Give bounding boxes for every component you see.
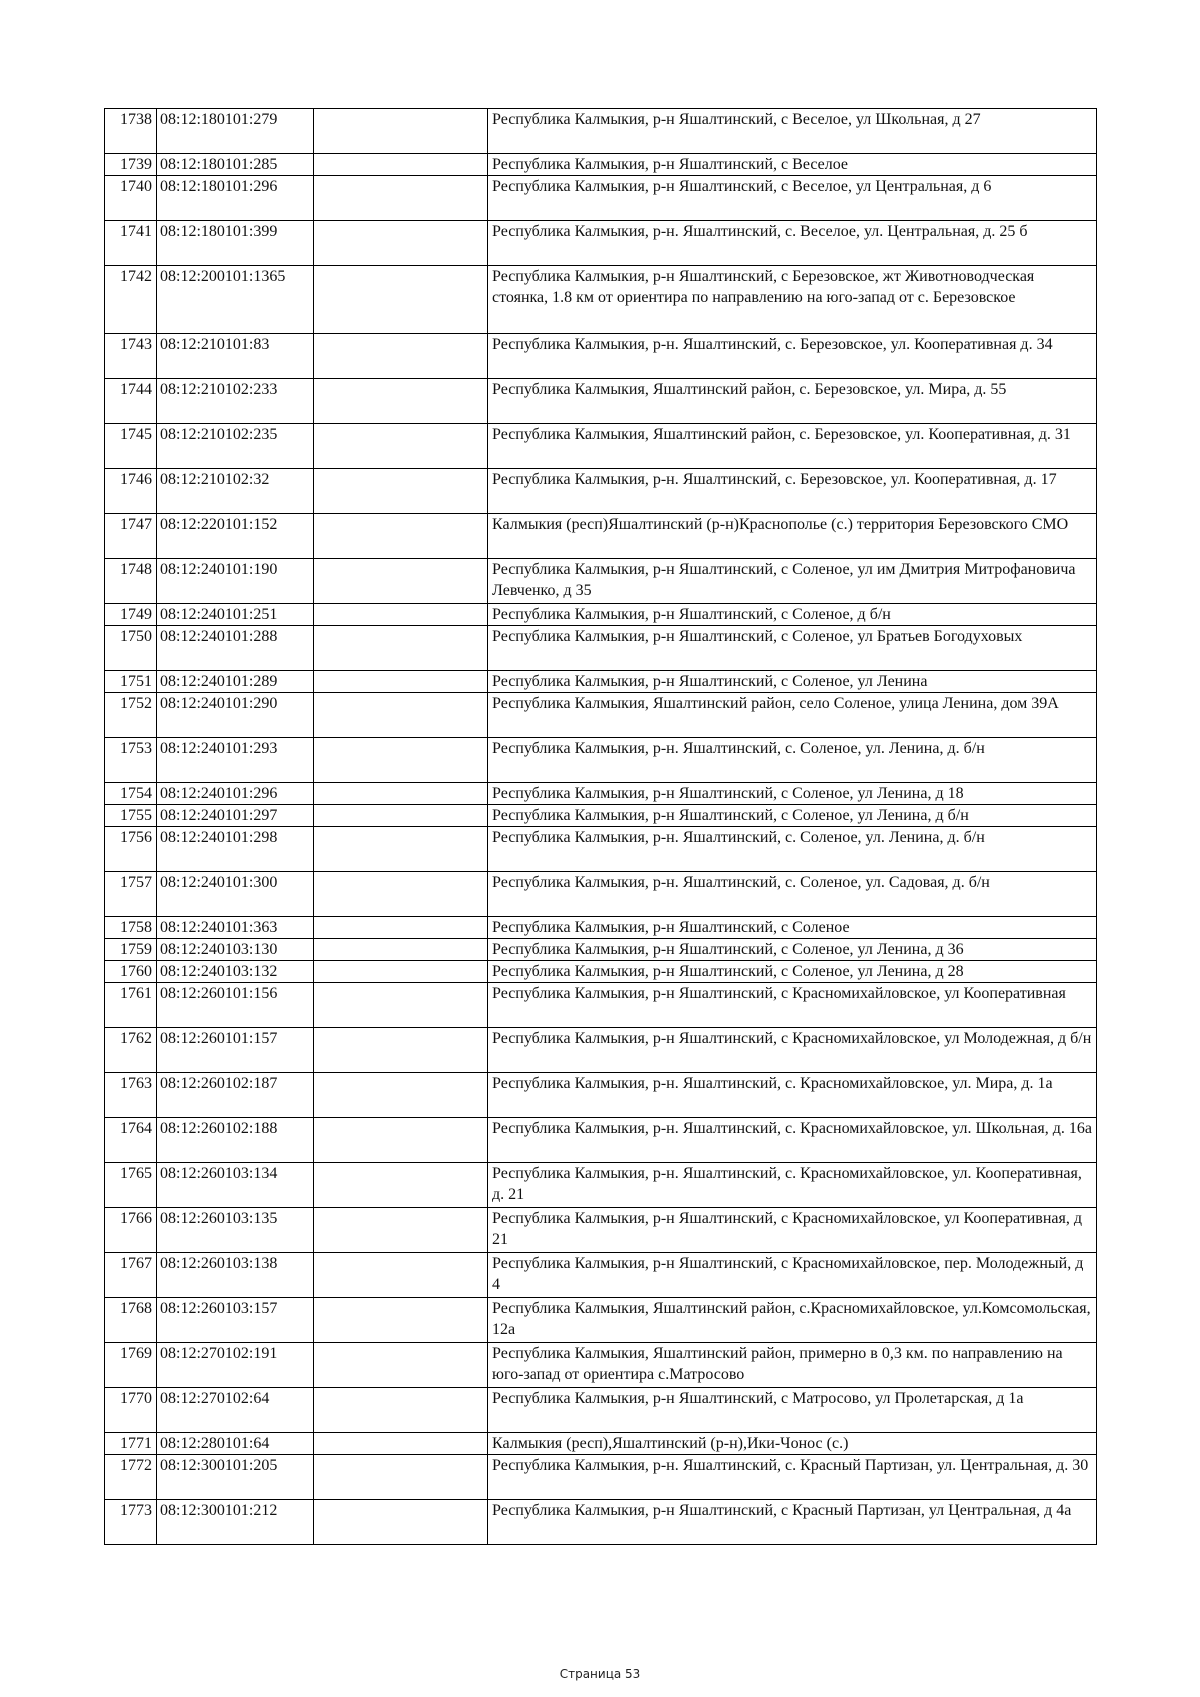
row-number: 1742 bbox=[105, 266, 157, 334]
row-number: 1745 bbox=[105, 424, 157, 469]
table-row bbox=[105, 983, 1097, 1028]
row-number: 1744 bbox=[105, 379, 157, 424]
table-row bbox=[105, 1298, 1097, 1343]
address: Республика Калмыкия, р-н. Яшалтинский, с. Красномихайловское, ул. Кооперативная, д. 21 bbox=[488, 1163, 1097, 1208]
cadastral-number: 08:12:300101:205 bbox=[157, 1455, 314, 1500]
cadastral-number: 08:12:180101:279 bbox=[157, 109, 314, 154]
table-row bbox=[105, 334, 1097, 379]
empty-cell bbox=[314, 626, 488, 671]
empty-cell bbox=[314, 961, 488, 983]
empty-cell bbox=[314, 738, 488, 783]
cadastral-number: 08:12:270102:191 bbox=[157, 1343, 314, 1388]
address: Республика Калмыкия, р-н Яшалтинский, с Красномихайловское, ул Кооперативная, д 21 bbox=[488, 1208, 1097, 1253]
empty-cell bbox=[314, 379, 488, 424]
empty-cell bbox=[314, 983, 488, 1028]
row-number: 1743 bbox=[105, 334, 157, 379]
table-row bbox=[105, 154, 1097, 176]
cadastral-number: 08:12:180101:399 bbox=[157, 221, 314, 266]
address: Республика Калмыкия, р-н. Яшалтинский, с. Соленое, ул. Ленина, д. б/н bbox=[488, 827, 1097, 872]
empty-cell bbox=[314, 1028, 488, 1073]
cadastral-number: 08:12:260103:138 bbox=[157, 1253, 314, 1298]
address: Республика Калмыкия, р-н Яшалтинский, с Соленое, ул Братьев Богодуховых bbox=[488, 626, 1097, 671]
address: Республика Калмыкия, р-н Яшалтинский, с Березовское, жт Животноводческая стоянка, 1.8 км от ориентира по направлению на юго-запад от с. Березовское bbox=[488, 266, 1097, 334]
row-number: 1738 bbox=[105, 109, 157, 154]
table-row bbox=[105, 1028, 1097, 1073]
table-row bbox=[105, 961, 1097, 983]
empty-cell bbox=[314, 1388, 488, 1433]
empty-cell bbox=[314, 176, 488, 221]
row-number: 1764 bbox=[105, 1118, 157, 1163]
row-number: 1758 bbox=[105, 917, 157, 939]
register-table bbox=[104, 108, 1097, 1545]
empty-cell bbox=[314, 1433, 488, 1455]
empty-cell bbox=[314, 559, 488, 604]
cadastral-number: 08:12:180101:296 bbox=[157, 176, 314, 221]
empty-cell bbox=[314, 469, 488, 514]
empty-cell bbox=[314, 939, 488, 961]
table-row bbox=[105, 1343, 1097, 1388]
row-number: 1741 bbox=[105, 221, 157, 266]
table-row bbox=[105, 266, 1097, 334]
empty-cell bbox=[314, 1118, 488, 1163]
address: Республика Калмыкия, р-н Яшалтинский, с Соленое, д б/н bbox=[488, 604, 1097, 626]
address: Республика Калмыкия, р-н Яшалтинский, с Красный Партизан, ул Центральная, д 4а bbox=[488, 1500, 1097, 1545]
empty-cell bbox=[314, 334, 488, 379]
row-number: 1769 bbox=[105, 1343, 157, 1388]
cadastral-number: 08:12:240101:363 bbox=[157, 917, 314, 939]
cadastral-number: 08:12:260101:156 bbox=[157, 983, 314, 1028]
empty-cell bbox=[314, 109, 488, 154]
cadastral-number: 08:12:270102:64 bbox=[157, 1388, 314, 1433]
table-row bbox=[105, 827, 1097, 872]
cadastral-number: 08:12:240101:251 bbox=[157, 604, 314, 626]
address: Республика Калмыкия, Яшалтинский район, примерно в 0,3 км. по направлению на юго-запад от ориентира с.Матросово bbox=[488, 1343, 1097, 1388]
cadastral-number: 08:12:240101:190 bbox=[157, 559, 314, 604]
table-row bbox=[105, 1208, 1097, 1253]
address: Республика Калмыкия, р-н Яшалтинский, с Матросово, ул Пролетарская, д 1а bbox=[488, 1388, 1097, 1433]
table-row bbox=[105, 805, 1097, 827]
row-number: 1766 bbox=[105, 1208, 157, 1253]
cadastral-number: 08:12:210102:235 bbox=[157, 424, 314, 469]
empty-cell bbox=[314, 266, 488, 334]
table-row bbox=[105, 469, 1097, 514]
row-number: 1771 bbox=[105, 1433, 157, 1455]
empty-cell bbox=[314, 805, 488, 827]
empty-cell bbox=[314, 1208, 488, 1253]
address: Республика Калмыкия, р-н. Яшалтинский, с. Березовское, ул. Кооперативная, д. 17 bbox=[488, 469, 1097, 514]
table-row bbox=[105, 1073, 1097, 1118]
empty-cell bbox=[314, 1343, 488, 1388]
row-number: 1740 bbox=[105, 176, 157, 221]
address: Республика Калмыкия, р-н. Яшалтинский, с. Красномихайловское, ул. Школьная, д. 16а bbox=[488, 1118, 1097, 1163]
table-row bbox=[105, 514, 1097, 559]
row-number: 1756 bbox=[105, 827, 157, 872]
address: Калмыкия (респ),Яшалтинский (р-н),Ики-Чонос (с.) bbox=[488, 1433, 1097, 1455]
address: Республика Калмыкия, р-н Яшалтинский, с Соленое, ул Ленина bbox=[488, 671, 1097, 693]
cadastral-number: 08:12:210102:233 bbox=[157, 379, 314, 424]
empty-cell bbox=[314, 827, 488, 872]
row-number: 1761 bbox=[105, 983, 157, 1028]
address: Республика Калмыкия, р-н. Яшалтинский, с. Соленое, ул. Садовая, д. б/н bbox=[488, 872, 1097, 917]
cadastral-number: 08:12:180101:285 bbox=[157, 154, 314, 176]
cadastral-number: 08:12:260103:157 bbox=[157, 1298, 314, 1343]
row-number: 1765 bbox=[105, 1163, 157, 1208]
table-row bbox=[105, 783, 1097, 805]
cadastral-number: 08:12:260102:188 bbox=[157, 1118, 314, 1163]
cadastral-number: 08:12:240103:130 bbox=[157, 939, 314, 961]
cadastral-number: 08:12:260103:135 bbox=[157, 1208, 314, 1253]
cadastral-number: 08:12:240101:290 bbox=[157, 693, 314, 738]
cadastral-number: 08:12:240101:298 bbox=[157, 827, 314, 872]
address: Республика Калмыкия, р-н. Яшалтинский, с. Красный Партизан, ул. Центральная, д. 30 bbox=[488, 1455, 1097, 1500]
empty-cell bbox=[314, 604, 488, 626]
cadastral-number: 08:12:240103:132 bbox=[157, 961, 314, 983]
row-number: 1763 bbox=[105, 1073, 157, 1118]
table-row bbox=[105, 1253, 1097, 1298]
table-row bbox=[105, 671, 1097, 693]
cadastral-number: 08:12:240101:300 bbox=[157, 872, 314, 917]
row-number: 1753 bbox=[105, 738, 157, 783]
address: Республика Калмыкия, р-н Яшалтинский, с Веселое bbox=[488, 154, 1097, 176]
address: Республика Калмыкия, Яшалтинский район, с. Березовское, ул. Кооперативная, д. 31 bbox=[488, 424, 1097, 469]
row-number: 1755 bbox=[105, 805, 157, 827]
address: Республика Калмыкия, р-н. Яшалтинский, с. Соленое, ул. Ленина, д. б/н bbox=[488, 738, 1097, 783]
address: Республика Калмыкия, р-н Яшалтинский, с Соленое, ул Ленина, д 36 bbox=[488, 939, 1097, 961]
table-row bbox=[105, 604, 1097, 626]
empty-cell bbox=[314, 221, 488, 266]
row-number: 1750 bbox=[105, 626, 157, 671]
cadastral-number: 08:12:240101:296 bbox=[157, 783, 314, 805]
table-row bbox=[105, 559, 1097, 604]
table-row bbox=[105, 1118, 1097, 1163]
address: Республика Калмыкия, р-н. Яшалтинский, с. Красномихайловское, ул. Мира, д. 1а bbox=[488, 1073, 1097, 1118]
row-number: 1748 bbox=[105, 559, 157, 604]
row-number: 1739 bbox=[105, 154, 157, 176]
row-number: 1760 bbox=[105, 961, 157, 983]
empty-cell bbox=[314, 671, 488, 693]
row-number: 1770 bbox=[105, 1388, 157, 1433]
table-row bbox=[105, 109, 1097, 154]
empty-cell bbox=[314, 514, 488, 559]
row-number: 1759 bbox=[105, 939, 157, 961]
cadastral-number: 08:12:210102:32 bbox=[157, 469, 314, 514]
cadastral-number: 08:12:240101:293 bbox=[157, 738, 314, 783]
cadastral-number: 08:12:260103:134 bbox=[157, 1163, 314, 1208]
table-row bbox=[105, 1388, 1097, 1433]
table-row bbox=[105, 939, 1097, 961]
table-row bbox=[105, 221, 1097, 266]
cadastral-number: 08:12:300101:212 bbox=[157, 1500, 314, 1545]
table-row bbox=[105, 738, 1097, 783]
table-row bbox=[105, 1433, 1097, 1455]
row-number: 1757 bbox=[105, 872, 157, 917]
row-number: 1751 bbox=[105, 671, 157, 693]
address: Республика Калмыкия, р-н. Яшалтинский, с. Березовское, ул. Кооперативная д. 34 bbox=[488, 334, 1097, 379]
cadastral-number: 08:12:260102:187 bbox=[157, 1073, 314, 1118]
address: Республика Калмыкия, р-н Яшалтинский, с Соленое, ул им Дмитрия Митрофановича Левченко, д 35 bbox=[488, 559, 1097, 604]
table-row bbox=[105, 176, 1097, 221]
row-number: 1747 bbox=[105, 514, 157, 559]
address: Республика Калмыкия, Яшалтинский район, с. Березовское, ул. Мира, д. 55 bbox=[488, 379, 1097, 424]
empty-cell bbox=[314, 783, 488, 805]
address: Республика Калмыкия, р-н Яшалтинский, с Красномихайловское, пер. Молодежный, д 4 bbox=[488, 1253, 1097, 1298]
cadastral-number: 08:12:240101:297 bbox=[157, 805, 314, 827]
address: Республика Калмыкия, р-н Яшалтинский, с Веселое, ул Школьная, д 27 bbox=[488, 109, 1097, 154]
table-row bbox=[105, 424, 1097, 469]
cadastral-number: 08:12:260101:157 bbox=[157, 1028, 314, 1073]
empty-cell bbox=[314, 1073, 488, 1118]
address: Республика Калмыкия, р-н Яшалтинский, с Соленое, ул Ленина, д 28 bbox=[488, 961, 1097, 983]
empty-cell bbox=[314, 917, 488, 939]
empty-cell bbox=[314, 1500, 488, 1545]
table-row bbox=[105, 1500, 1097, 1545]
row-number: 1772 bbox=[105, 1455, 157, 1500]
table-row bbox=[105, 1163, 1097, 1208]
cadastral-number: 08:12:240101:289 bbox=[157, 671, 314, 693]
row-number: 1773 bbox=[105, 1500, 157, 1545]
address: Республика Калмыкия, Яшалтинский район, село Соленое, улица Ленина, дом 39А bbox=[488, 693, 1097, 738]
empty-cell bbox=[314, 1298, 488, 1343]
table-row bbox=[105, 379, 1097, 424]
register-table-body bbox=[105, 109, 1097, 1545]
empty-cell bbox=[314, 154, 488, 176]
address: Республика Калмыкия, р-н Яшалтинский, с Соленое bbox=[488, 917, 1097, 939]
cadastral-number: 08:12:200101:1365 bbox=[157, 266, 314, 334]
row-number: 1768 bbox=[105, 1298, 157, 1343]
row-number: 1767 bbox=[105, 1253, 157, 1298]
table-row bbox=[105, 872, 1097, 917]
empty-cell bbox=[314, 1163, 488, 1208]
address: Республика Калмыкия, р-н Яшалтинский, с Веселое, ул Центральная, д 6 bbox=[488, 176, 1097, 221]
address: Республика Калмыкия, р-н Яшалтинский, с Красномихайловское, ул Молодежная, д б/н bbox=[488, 1028, 1097, 1073]
table-row bbox=[105, 917, 1097, 939]
row-number: 1746 bbox=[105, 469, 157, 514]
row-number: 1754 bbox=[105, 783, 157, 805]
cadastral-number: 08:12:280101:64 bbox=[157, 1433, 314, 1455]
cadastral-number: 08:12:240101:288 bbox=[157, 626, 314, 671]
address: Калмыкия (респ)Яшалтинский (р-н)Краснополье (с.) территория Березовского СМО bbox=[488, 514, 1097, 559]
address: Республика Калмыкия, р-н Яшалтинский, с Соленое, ул Ленина, д 18 bbox=[488, 783, 1097, 805]
address: Республика Калмыкия, р-н Яшалтинский, с Соленое, ул Ленина, д б/н bbox=[488, 805, 1097, 827]
page-number: Страница 53 bbox=[559, 1667, 641, 1681]
address: Республика Калмыкия, р-н Яшалтинский, с Красномихайловское, ул Кооперативная bbox=[488, 983, 1097, 1028]
cadastral-number: 08:12:220101:152 bbox=[157, 514, 314, 559]
empty-cell bbox=[314, 1253, 488, 1298]
empty-cell bbox=[314, 872, 488, 917]
row-number: 1762 bbox=[105, 1028, 157, 1073]
empty-cell bbox=[314, 693, 488, 738]
empty-cell bbox=[314, 424, 488, 469]
row-number: 1749 bbox=[105, 604, 157, 626]
address: Республика Калмыкия, Яшалтинский район, с.Красномихайловское, ул.Комсомольская, 12а bbox=[488, 1298, 1097, 1343]
cadastral-number: 08:12:210101:83 bbox=[157, 334, 314, 379]
empty-cell bbox=[314, 1455, 488, 1500]
table-row bbox=[105, 626, 1097, 671]
address: Республика Калмыкия, р-н. Яшалтинский, с. Веселое, ул. Центральная, д. 25 б bbox=[488, 221, 1097, 266]
row-number: 1752 bbox=[105, 693, 157, 738]
table-row bbox=[105, 1455, 1097, 1500]
table-row bbox=[105, 693, 1097, 738]
